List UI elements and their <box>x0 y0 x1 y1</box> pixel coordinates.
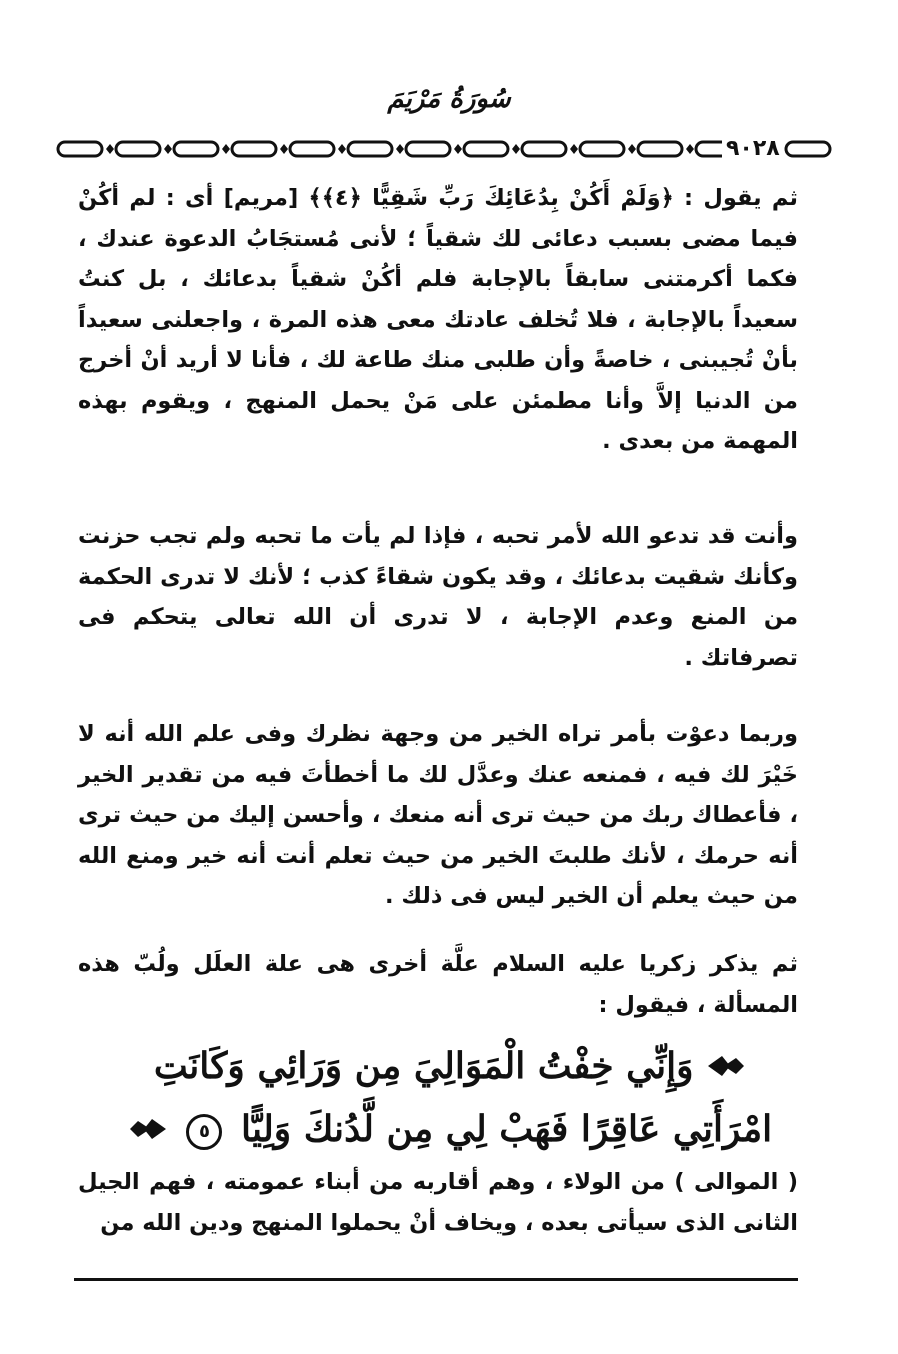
verse-number: ٥ <box>186 1114 222 1150</box>
ayah-open-ornament-icon <box>706 1039 746 1099</box>
paragraph-3 <box>78 714 798 917</box>
footer-rule <box>74 1278 798 1281</box>
paragraph-text: ( الموالى ) من الولاء ، وهم أقاربه من أبناء عمومته ، فهم الجيل الثانى الذى سيأتى بعده ، ويخاف أنْ يحملوا المنهج ودين الله من <box>78 1169 798 1236</box>
paragraph-1 <box>78 178 798 462</box>
paragraph-5 <box>78 1162 798 1243</box>
quran-verse <box>110 1036 790 1162</box>
surah-title: سُورَةُ مَرْيَمَ <box>387 84 511 114</box>
paragraph-text: ثم يقول : ﴿وَلَمْ أَكُنْ بِدُعَائِكَ رَبِّ شَقِيًّا ﴿٤﴾﴾ [مريم] أى : لم أكُنْ فيما مضى بسبب دعائى لك شقياً ؛ لأنى مُستجَابُ الدعوة عندك ، فكما أكرمتنى سابقاً بالإجابة فلم أكُنْ شقياً بدعائك ، بل كنتُ سعيداً بالإجابة ، فلا تُخلف عادتك معى هذه المرة ، واجعلنى سعيداً بأنْ تُجيبنى ، خاصةً وأن طلبى منك طاعة لك ، فأنا لا أريد أنْ أخرج من الدنيا إلاَّ وأنا مطمئن على مَنْ يحمل المنهج ، ويقوم بهذه المهمة من بعدى . <box>78 185 798 454</box>
verse-line-1 <box>110 1036 790 1099</box>
verse-line-2-text: امْرَأَتِي عَاقِرًا فَهَبْ لِي مِن لَّدُنكَ وَلِيًّا <box>240 1108 773 1150</box>
page-number: ٩٠٢٨ <box>722 136 784 161</box>
paragraph-2 <box>78 516 798 678</box>
paragraph-text: وربما دعوْت بأمر تراه الخير من وجهة نظرك وفى علم الله أنه لا خَيْرَ لك فيه ، فمنعه عنك وعدَّل لك ما أخطأتَ فيه من تقدير الخير ، فأعطاك ربك من حيث ترى أنه منعك ، وأحسن إليك من حيث ترى أنه حرمك ، لأنك طلبتَ الخير من حيث تعلم أنت أنه خير ومنع الله من حيث يعلم أن الخير ليس فى ذلك . <box>78 721 798 909</box>
verse-line-2 <box>110 1099 790 1162</box>
paragraph-text: ثم يذكر زكريا عليه السلام علَّة أخرى هى علة العلَل ولُبّ هذه المسألة ، فيقول : <box>78 951 798 1018</box>
paragraph-4 <box>78 944 798 1025</box>
paragraph-text: وأنت قد تدعو الله لأمر تحبه ، فإذا لم يأت ما تحبه ولم تجب حزنت وكأنك شقيت بدعائك ، وقد يكون شقاءً كذب ؛ لأنك لا تدرى الحكمة من المنع وعدم الإجابة ، لا تدرى أن الله تعالى يتحكم فى تصرفاتك . <box>78 523 798 671</box>
verse-line-1-text: وَإِنِّي خِفْتُ الْمَوَالِيَ مِن وَرَائِي وَكَانَتِ <box>153 1045 694 1087</box>
ayah-close-ornament-icon <box>128 1102 168 1162</box>
